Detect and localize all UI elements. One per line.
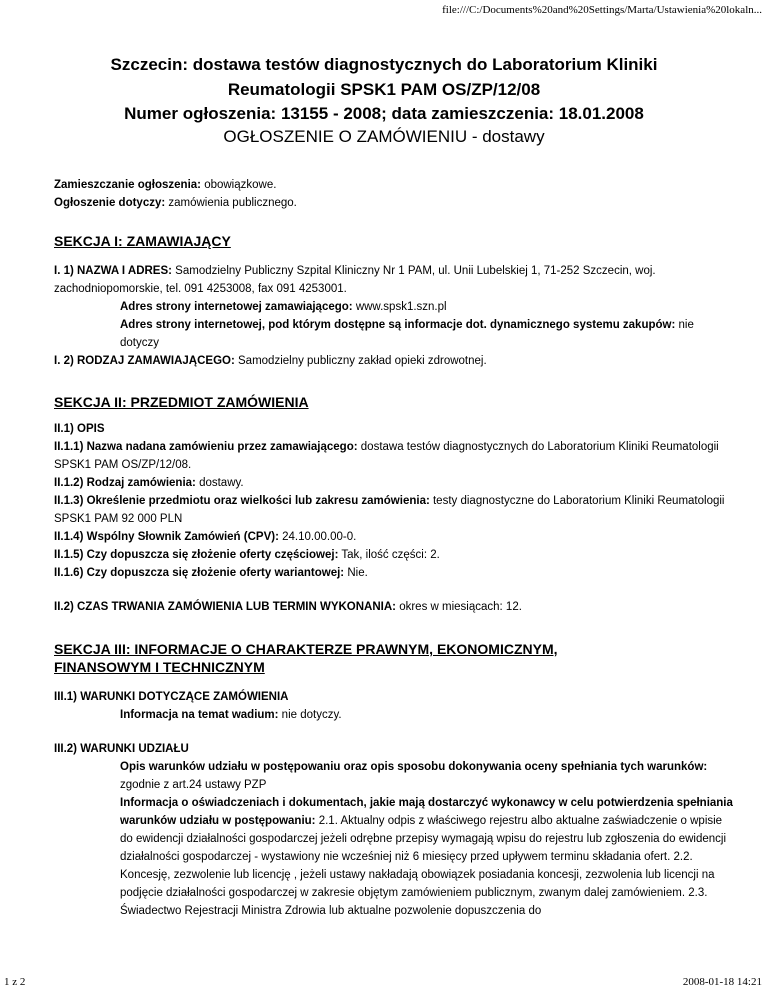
field-value: nie dotyczy. — [278, 709, 342, 721]
field-value: Nie. — [344, 567, 368, 579]
field-label: II.1.6) Czy dopuszcza się złożenie oferty wariantowej: — [54, 567, 345, 579]
page-number: 1 z 2 — [4, 976, 26, 988]
section-1-body — [54, 262, 734, 370]
print-datetime: 2008-01-18 14:21 — [682, 976, 762, 988]
field-value: dostawy. — [195, 477, 244, 489]
field-value: okres w miesiącach: 12. — [396, 601, 522, 613]
field-value: testy diagnostyczne do Laboratorium Kliniki Reumatologii SPSK1 PAM 92 000 PLN — [54, 495, 725, 525]
field-label: II.1.4) Wspólny Słownik Zamówień (CPV): — [54, 531, 279, 543]
title-line-2: Reumatologii SPSK1 PAM OS/ZP/12/08 — [227, 80, 541, 99]
field-label: I. 1) NAZWA I ADRES: — [54, 265, 172, 277]
field-label: Opis warunków udziału w postępowaniu oraz opis sposobu dokonywania oceny spełniania tych warunków: — [120, 761, 708, 773]
field-label: Informacja na temat wadium: — [120, 709, 279, 721]
section-3-heading — [54, 640, 558, 676]
intro-label: Ogłoszenie dotyczy: — [54, 197, 166, 209]
field-label: II.1.2) Rodzaj zamówienia: — [54, 477, 196, 489]
field-value: Samodzielny Publiczny Szpital Kliniczny Nr 1 PAM, ul. Unii Lubelskiej 1, 71-252 Szczecin, woj. zachodniopomorskie, tel. 091 4253008, fax 091 4253001. — [54, 265, 656, 295]
section-1-heading: SEKCJA I: ZAMAWIAJĄCY — [54, 233, 231, 249]
field-value: nie dotyczy — [120, 319, 694, 349]
field-label: II.2) CZAS TRWANIA ZAMÓWIENIA LUB TERMIN WYKONANIA: — [54, 601, 396, 613]
field-label: Informacja o oświadczeniach i dokumentach, jakie mają dostarczyć wykonawcy w celu potwierdzenia spełniania warunków udziału w postępowaniu: — [120, 797, 733, 827]
section-3-heading-line-1: SEKCJA III: INFORMACJE O CHARAKTERZE PRAWNYM, EKONOMICZNYM, — [54, 641, 558, 657]
section-3-heading-line-2: FINANSOWYM I TECHNICZNYM — [54, 659, 265, 675]
section-2-body — [54, 420, 734, 616]
intro-value: obowiązkowe. — [201, 179, 277, 191]
subsection-title: III.2) WARUNKI UDZIAŁU — [54, 743, 189, 755]
field-value: Tak, ilość części: 2. — [338, 549, 440, 561]
field-value: 24.10.00.00-0. — [278, 531, 357, 543]
field-label: I. 2) RODZAJ ZAMAWIAJĄCEGO: — [54, 355, 235, 367]
field-value: zgodnie z art.24 ustawy PZP — [120, 779, 267, 791]
field-label: Adres strony internetowej zamawiającego: — [120, 301, 353, 313]
field-label: II.1.5) Czy dopuszcza się złożenie oferty częściowej: — [54, 549, 339, 561]
field-label: II.1.1) Nazwa nadana zamówieniu przez zamawiającego: — [54, 441, 358, 453]
subsection-title: III.1) WARUNKI DOTYCZĄCE ZAMÓWIENIA — [54, 691, 289, 703]
field-value: Samodzielny publiczny zakład opieki zdrowotnej. — [234, 355, 487, 367]
announcement-number: Numer ogłoszenia: 13155 - 2008; data zamieszczenia: 18.01.2008 — [124, 104, 644, 123]
field-value: dostawa testów diagnostycznych do Laboratorium Kliniki Reumatologii SPSK1 PAM OS/ZP/12/08. — [54, 441, 719, 471]
field-label: II.1.3) Określenie przedmiotu oraz wielkości lub zakresu zamówienia: — [54, 495, 430, 507]
field-value: www.spsk1.szn.pl — [352, 301, 447, 313]
field-label: Adres strony internetowej, pod którym dostępne są informacje dot. dynamicznego systemu zakupów: — [120, 319, 676, 331]
section-2-heading: SEKCJA II: PRZEDMIOT ZAMÓWIENIA — [54, 394, 309, 410]
intro-label: Zamieszczanie ogłoszenia: — [54, 179, 201, 191]
intro-value: zamówienia publicznego. — [165, 197, 297, 209]
section-3-body — [54, 688, 734, 920]
field-value: 2.1. Aktualny odpis z właściwego rejestru albo aktualne zaświadczenie o wpisie do ewidencji działalności gospodarczej jeżeli odrębne przepisy wymagają wpisu do rejestru lub zgłoszenia do ewidencji działalności gospodarczej - wystawiony nie wcześniej niż 6 miesięcy przed upływem terminu składania ofert. 2.2. Koncesję, zezwolenie lub licencję , jeżeli ustawy nakładają obowiązek posiadania koncesji, zezwolenia lub licencji na podjęcie działalności gospodarczej w zakresie objętym zamówieniem publicznym, zwanym dalej zamówieniem. 2.3. Świadectwo Rejestracji Ministra Zdrowia lub aktualne pozwolenie dopuszczenia do — [120, 815, 727, 917]
intro-block — [54, 176, 734, 212]
print-header-url: file:///C:/Documents%20and%20Settings/Marta/Ustawienia%20lokaln... — [442, 4, 762, 16]
announcement-type: OGŁOSZENIE O ZAMÓWIENIU - dostawy — [223, 127, 545, 146]
subsection-title: II.1) OPIS — [54, 423, 105, 435]
title-line-1: Szczecin: dostawa testów diagnostycznych do Laboratorium Kliniki — [110, 55, 658, 74]
